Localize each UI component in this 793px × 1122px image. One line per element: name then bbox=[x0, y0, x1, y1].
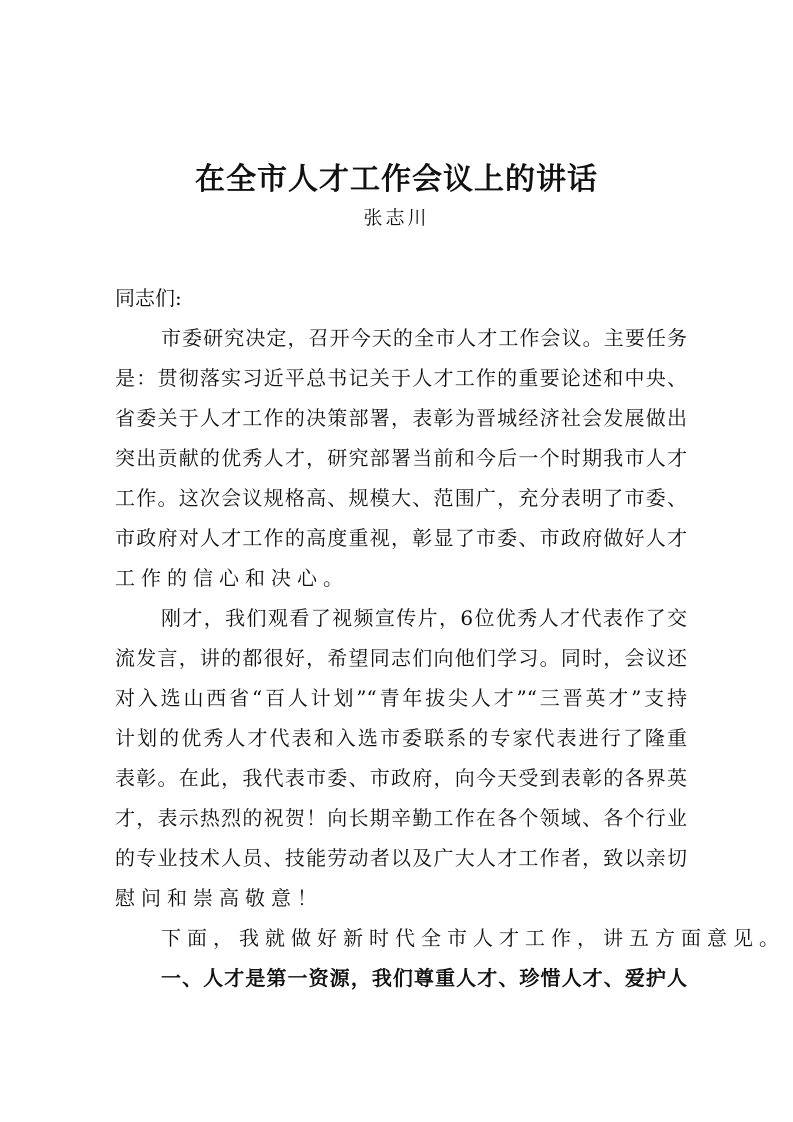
document-body bbox=[115, 278, 785, 998]
paragraph-line: 工作。这次会议规格高、规模大、范围广，充分表明了市委、 bbox=[115, 486, 687, 510]
paragraph-line: 慰问和崇高敬意！ bbox=[115, 886, 323, 910]
paragraph-line: 计划的优秀人才代表和入选市委联系的专家代表进行了隆重 bbox=[115, 726, 687, 750]
paragraph-line: 市委研究决定，召开今天的全市人才工作会议。主要任务 bbox=[161, 326, 687, 350]
section-heading: 一、人才是第一资源，我们尊重人才、珍惜人才、爱护人 bbox=[161, 966, 687, 990]
paragraph-line: 才，表示热烈的祝贺！向长期辛勤工作在各个领域、各个行业 bbox=[115, 806, 687, 830]
salutation: 同志们: bbox=[115, 286, 182, 310]
paragraph-line: 刚才，我们观看了视频宣传片，6位优秀人才代表作了交 bbox=[161, 606, 687, 630]
document-title: 在全市人才工作会议上的讲话 bbox=[195, 162, 598, 197]
paragraph-line: 表彰。在此，我代表市委、市政府，向今天受到表彰的各界英 bbox=[115, 766, 687, 790]
paragraph-line: 市政府对人才工作的高度重视，彰显了市委、市政府做好人才 bbox=[115, 526, 687, 550]
paragraph-line: 下面，我就做好新时代全市人才工作，讲五方面意见。 bbox=[161, 926, 785, 950]
paragraph-line: 是：贯彻落实习近平总书记关于人才工作的重要论述和中央、 bbox=[115, 366, 687, 390]
paragraph-line: 突出贡献的优秀人才，研究部署当前和今后一个时期我市人才 bbox=[115, 446, 687, 470]
author-name: 张志川 bbox=[363, 207, 430, 229]
paragraph-line: 对入选山西省“百人计划”“青年拔尖人才”“三晋英才”支持 bbox=[115, 686, 687, 710]
paragraph-line: 工作的信心和决心。 bbox=[115, 566, 349, 590]
paragraph-line: 省委关于人才工作的决策部署，表彰为晋城经济社会发展做出 bbox=[115, 406, 687, 430]
paragraph-line: 流发言，讲的都很好，希望同志们向他们学习。同时，会议还 bbox=[115, 646, 687, 670]
paragraph-line: 的专业技术人员、技能劳动者以及广大人才工作者，致以亲切 bbox=[115, 846, 687, 870]
